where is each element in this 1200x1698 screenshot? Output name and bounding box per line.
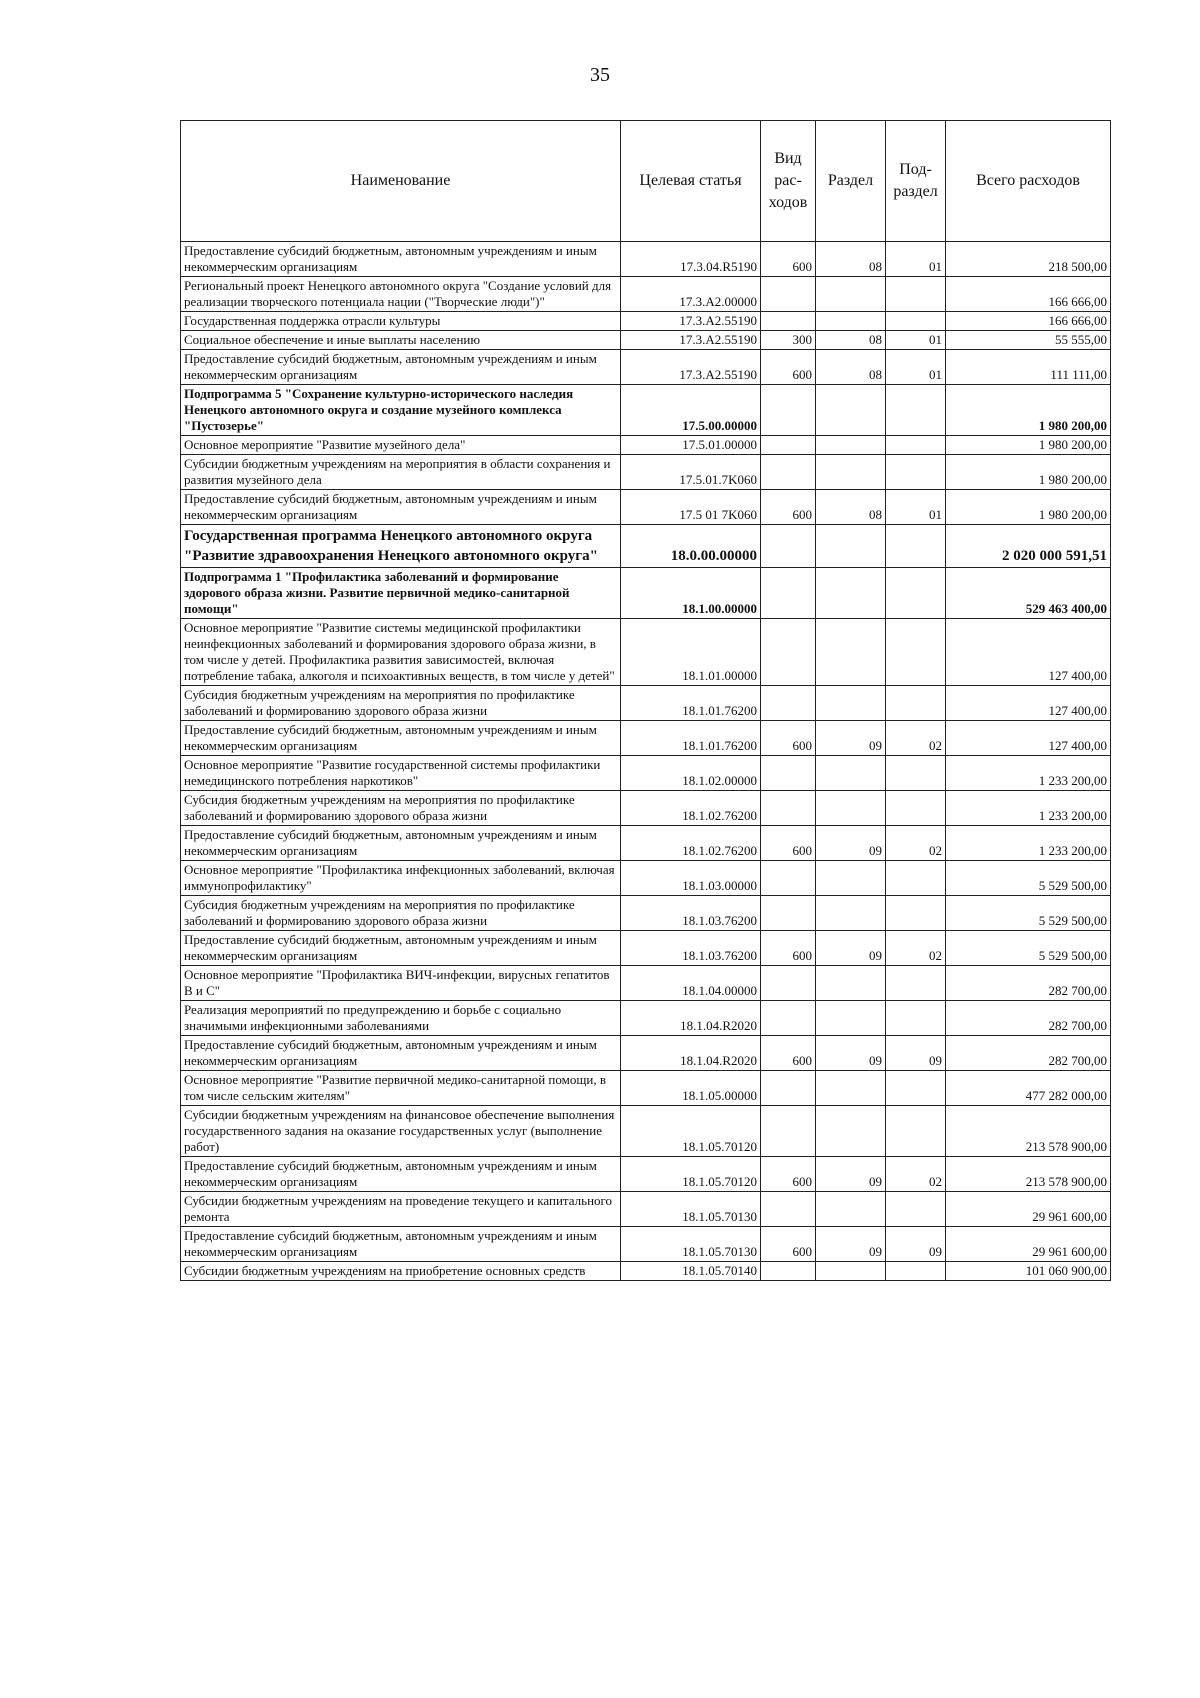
- row-total: 55 555,00: [946, 331, 1111, 350]
- row-subsection: [886, 966, 946, 1001]
- row-total: 2 020 000 591,51: [946, 525, 1111, 568]
- row-expense-kind: [761, 756, 816, 791]
- table-row: [181, 350, 1111, 385]
- row-expense-kind: [761, 568, 816, 619]
- row-expense-kind: [761, 686, 816, 721]
- row-name: Предоставление субсидий бюджетным, автономным учреждениям и иным некоммерческим организациям: [181, 826, 621, 861]
- row-target-code: 18.1.04.R2020: [621, 1001, 761, 1036]
- row-target-code: 18.1.02.76200: [621, 791, 761, 826]
- row-expense-kind: [761, 277, 816, 312]
- row-name: Подпрограмма 5 "Сохранение культурно-исторического наследия Ненецкого автономного округа и создание музейного комплекса "Пустозерье": [181, 385, 621, 436]
- row-expense-kind: [761, 455, 816, 490]
- row-expense-kind: [761, 861, 816, 896]
- row-subsection: [886, 896, 946, 931]
- row-total: 127 400,00: [946, 619, 1111, 686]
- row-total: 166 666,00: [946, 312, 1111, 331]
- row-subsection: [886, 312, 946, 331]
- row-name: Субсидии бюджетным учреждениям на мероприятия в области сохранения и развития музейного дела: [181, 455, 621, 490]
- row-subsection: [886, 619, 946, 686]
- table-row: [181, 896, 1111, 931]
- row-section: [816, 277, 886, 312]
- row-target-code: 18.1.03.76200: [621, 931, 761, 966]
- row-expense-kind: [761, 1262, 816, 1281]
- row-section: [816, 436, 886, 455]
- row-expense-kind: [761, 1001, 816, 1036]
- row-target-code: 18.1.04.00000: [621, 966, 761, 1001]
- table-row: [181, 568, 1111, 619]
- row-expense-kind: 600: [761, 1227, 816, 1262]
- row-expense-kind: [761, 436, 816, 455]
- row-section: [816, 896, 886, 931]
- table-row: [181, 931, 1111, 966]
- row-expense-kind: 600: [761, 721, 816, 756]
- row-target-code: 17.3.A2.00000: [621, 277, 761, 312]
- row-total: 127 400,00: [946, 686, 1111, 721]
- row-expense-kind: [761, 619, 816, 686]
- row-subsection: 09: [886, 1036, 946, 1071]
- table-row: [181, 1227, 1111, 1262]
- row-subsection: 02: [886, 931, 946, 966]
- row-target-code: 17.3.A2.55190: [621, 331, 761, 350]
- row-target-code: 18.1.05.70130: [621, 1227, 761, 1262]
- row-section: [816, 1001, 886, 1036]
- table-row: [181, 1157, 1111, 1192]
- row-total: 111 111,00: [946, 350, 1111, 385]
- row-section: 09: [816, 1036, 886, 1071]
- row-total: 5 529 500,00: [946, 931, 1111, 966]
- row-name: Субсидия бюджетным учреждениям на мероприятия по профилактике заболеваний и формированию здорового образа жизни: [181, 791, 621, 826]
- row-total: 282 700,00: [946, 1001, 1111, 1036]
- row-target-code: 17.3.A2.55190: [621, 312, 761, 331]
- row-total: 5 529 500,00: [946, 896, 1111, 931]
- row-name: Реализация мероприятий по предупреждению и борьбе с социально значимыми инфекционными заболеваниями: [181, 1001, 621, 1036]
- row-subsection: [886, 861, 946, 896]
- row-subsection: 01: [886, 490, 946, 525]
- row-name: Государственная программа Ненецкого автономного округа "Развитие здравоохранения Ненецкого автономного округа": [181, 525, 621, 568]
- row-total: 29 961 600,00: [946, 1192, 1111, 1227]
- table-row: [181, 861, 1111, 896]
- table-row: [181, 331, 1111, 350]
- table-row: [181, 619, 1111, 686]
- table-row: [181, 1001, 1111, 1036]
- row-expense-kind: [761, 385, 816, 436]
- row-target-code: 18.1.04.R2020: [621, 1036, 761, 1071]
- row-expense-kind: 600: [761, 931, 816, 966]
- row-total: 213 578 900,00: [946, 1106, 1111, 1157]
- row-total: 1 980 200,00: [946, 490, 1111, 525]
- row-subsection: [886, 791, 946, 826]
- row-total: 213 578 900,00: [946, 1157, 1111, 1192]
- header-section: Раздел: [816, 121, 886, 242]
- row-target-code: 18.1.00.00000: [621, 568, 761, 619]
- row-expense-kind: 600: [761, 1157, 816, 1192]
- row-subsection: 02: [886, 1157, 946, 1192]
- table-row: [181, 686, 1111, 721]
- row-target-code: 18.1.05.00000: [621, 1071, 761, 1106]
- row-expense-kind: [761, 1071, 816, 1106]
- table-row: [181, 277, 1111, 312]
- row-name: Предоставление субсидий бюджетным, автономным учреждениям и иным некоммерческим организациям: [181, 490, 621, 525]
- row-subsection: [886, 1262, 946, 1281]
- row-total: 529 463 400,00: [946, 568, 1111, 619]
- row-target-code: 18.1.02.00000: [621, 756, 761, 791]
- row-section: 08: [816, 242, 886, 277]
- page-number: 35: [590, 64, 610, 86]
- row-target-code: 17.5.01.00000: [621, 436, 761, 455]
- table-body: [181, 242, 1111, 1281]
- row-total: 282 700,00: [946, 966, 1111, 1001]
- row-subsection: 02: [886, 721, 946, 756]
- row-name: Основное мероприятие "Развитие государственной системы профилактики немедицинского потребления наркотиков": [181, 756, 621, 791]
- row-section: [816, 791, 886, 826]
- row-section: [816, 619, 886, 686]
- row-total: 218 500,00: [946, 242, 1111, 277]
- row-section: [816, 1071, 886, 1106]
- header-subsection: Под-раздел: [886, 121, 946, 242]
- row-expense-kind: [761, 896, 816, 931]
- row-subsection: [886, 277, 946, 312]
- row-section: [816, 1192, 886, 1227]
- row-section: 08: [816, 490, 886, 525]
- table-row: [181, 1106, 1111, 1157]
- row-section: 09: [816, 1157, 886, 1192]
- row-subsection: [886, 436, 946, 455]
- row-subsection: 01: [886, 350, 946, 385]
- row-total: 29 961 600,00: [946, 1227, 1111, 1262]
- row-section: 09: [816, 826, 886, 861]
- row-subsection: [886, 686, 946, 721]
- row-section: [816, 756, 886, 791]
- row-name: Субсидии бюджетным учреждениям на приобретение основных средств: [181, 1262, 621, 1281]
- row-name: Предоставление субсидий бюджетным, автономным учреждениям и иным некоммерческим организациям: [181, 931, 621, 966]
- row-section: [816, 686, 886, 721]
- header-target: Целевая статья: [621, 121, 761, 242]
- table-header-row: [181, 121, 1111, 242]
- row-section: 09: [816, 1227, 886, 1262]
- row-name: Субсидии бюджетным учреждениям на финансовое обеспечение выполнения государственного задания на оказание государственных услуг (выполнение работ): [181, 1106, 621, 1157]
- table-row: [181, 1192, 1111, 1227]
- row-expense-kind: [761, 1106, 816, 1157]
- row-section: [816, 455, 886, 490]
- row-total: 477 282 000,00: [946, 1071, 1111, 1106]
- row-section: [816, 525, 886, 568]
- row-subsection: 09: [886, 1227, 946, 1262]
- row-expense-kind: 600: [761, 350, 816, 385]
- row-target-code: 18.1.05.70130: [621, 1192, 761, 1227]
- row-name: Предоставление субсидий бюджетным, автономным учреждениям и иным некоммерческим организациям: [181, 1036, 621, 1071]
- table-row: [181, 385, 1111, 436]
- row-target-code: 18.1.05.70120: [621, 1106, 761, 1157]
- table-row: [181, 721, 1111, 756]
- row-name: Субсидии бюджетным учреждениям на проведение текущего и капитального ремонта: [181, 1192, 621, 1227]
- header-total: Всего расходов: [946, 121, 1111, 242]
- row-section: 08: [816, 350, 886, 385]
- row-target-code: 18.1.05.70120: [621, 1157, 761, 1192]
- row-expense-kind: 600: [761, 242, 816, 277]
- row-target-code: 18.1.01.76200: [621, 721, 761, 756]
- row-target-code: 18.1.02.76200: [621, 826, 761, 861]
- row-name: Основное мероприятие "Профилактика ВИЧ-инфекции, вирусных гепатитов B и C": [181, 966, 621, 1001]
- row-subsection: [886, 455, 946, 490]
- row-name: Основное мероприятие "Профилактика инфекционных заболеваний, включая иммунопрофилактику": [181, 861, 621, 896]
- header-kind: Вид рас-ходов: [761, 121, 816, 242]
- row-expense-kind: [761, 966, 816, 1001]
- row-total: 1 233 200,00: [946, 756, 1111, 791]
- row-name: Предоставление субсидий бюджетным, автономным учреждениям и иным некоммерческим организациям: [181, 1157, 621, 1192]
- row-subsection: 01: [886, 331, 946, 350]
- table-row: [181, 242, 1111, 277]
- table-row: [181, 826, 1111, 861]
- table-row: [181, 525, 1111, 568]
- row-name: Основное мероприятие "Развитие музейного дела": [181, 436, 621, 455]
- row-section: [816, 861, 886, 896]
- row-target-code: 17.5.00.00000: [621, 385, 761, 436]
- row-target-code: 18.1.05.70140: [621, 1262, 761, 1281]
- row-expense-kind: [761, 312, 816, 331]
- row-section: 09: [816, 721, 886, 756]
- row-section: 08: [816, 331, 886, 350]
- row-name: Основное мероприятие "Развитие первичной медико-санитарной помощи, в том числе сельским жителям": [181, 1071, 621, 1106]
- row-total: 1 980 200,00: [946, 436, 1111, 455]
- row-target-code: 18.0.00.00000: [621, 525, 761, 568]
- row-expense-kind: 300: [761, 331, 816, 350]
- row-name: Региональный проект Ненецкого автономного округа "Создание условий для реализации творческого потенциала нации ("Творческие люди")": [181, 277, 621, 312]
- row-section: [816, 1262, 886, 1281]
- row-name: Подпрограмма 1 "Профилактика заболеваний и формирование здорового образа жизни. Развитие первичной медико-санитарной помощи": [181, 568, 621, 619]
- row-name: Субсидия бюджетным учреждениям на мероприятия по профилактике заболеваний и формированию здорового образа жизни: [181, 896, 621, 931]
- row-name: Социальное обеспечение и иные выплаты населению: [181, 331, 621, 350]
- row-subsection: [886, 1106, 946, 1157]
- row-name: Предоставление субсидий бюджетным, автономным учреждениям и иным некоммерческим организациям: [181, 1227, 621, 1262]
- row-name: Предоставление субсидий бюджетным, автономным учреждениям и иным некоммерческим организациям: [181, 242, 621, 277]
- row-target-code: 17.5 01 7K060: [621, 490, 761, 525]
- row-total: 1 980 200,00: [946, 455, 1111, 490]
- table-row: [181, 791, 1111, 826]
- table-row: [181, 966, 1111, 1001]
- row-name: Субсидия бюджетным учреждениям на мероприятия по профилактике заболеваний и формированию здорового образа жизни: [181, 686, 621, 721]
- row-total: 5 529 500,00: [946, 861, 1111, 896]
- row-subsection: [886, 568, 946, 619]
- row-section: [816, 1106, 886, 1157]
- row-expense-kind: [761, 525, 816, 568]
- table-row: [181, 1262, 1111, 1281]
- row-target-code: 18.1.03.76200: [621, 896, 761, 931]
- row-target-code: 17.3.A2.55190: [621, 350, 761, 385]
- row-expense-kind: [761, 791, 816, 826]
- row-subsection: [886, 1001, 946, 1036]
- table-row: [181, 455, 1111, 490]
- row-total: 282 700,00: [946, 1036, 1111, 1071]
- row-subsection: 02: [886, 826, 946, 861]
- row-total: 1 233 200,00: [946, 791, 1111, 826]
- row-total: 1 980 200,00: [946, 385, 1111, 436]
- row-section: [816, 966, 886, 1001]
- row-expense-kind: 600: [761, 490, 816, 525]
- row-name: Основное мероприятие "Развитие системы медицинской профилактики неинфекционных заболеваний и формирования здорового образа жизни, в том числе у детей. Профилактика развития зависимостей, включая потребление табака, алкоголя и психоактивных веществ, в том числе у детей": [181, 619, 621, 686]
- row-subsection: [886, 525, 946, 568]
- row-target-code: 18.1.01.76200: [621, 686, 761, 721]
- row-expense-kind: 600: [761, 826, 816, 861]
- row-total: 127 400,00: [946, 721, 1111, 756]
- row-subsection: [886, 1192, 946, 1227]
- row-total: 101 060 900,00: [946, 1262, 1111, 1281]
- row-target-code: 17.3.04.R5190: [621, 242, 761, 277]
- row-section: [816, 312, 886, 331]
- row-name: Государственная поддержка отрасли культуры: [181, 312, 621, 331]
- table-row: [181, 490, 1111, 525]
- row-subsection: [886, 1071, 946, 1106]
- row-total: 1 233 200,00: [946, 826, 1111, 861]
- row-expense-kind: 600: [761, 1036, 816, 1071]
- table-row: [181, 436, 1111, 455]
- header-name: Наименование: [181, 121, 621, 242]
- row-expense-kind: [761, 1192, 816, 1227]
- row-section: [816, 385, 886, 436]
- row-subsection: [886, 756, 946, 791]
- row-subsection: 01: [886, 242, 946, 277]
- table-row: [181, 756, 1111, 791]
- row-target-code: 17.5.01.7K060: [621, 455, 761, 490]
- row-name: Предоставление субсидий бюджетным, автономным учреждениям и иным некоммерческим организациям: [181, 350, 621, 385]
- table-row: [181, 1071, 1111, 1106]
- row-target-code: 18.1.03.00000: [621, 861, 761, 896]
- row-name: Предоставление субсидий бюджетным, автономным учреждениям и иным некоммерческим организациям: [181, 721, 621, 756]
- row-total: 166 666,00: [946, 277, 1111, 312]
- row-target-code: 18.1.01.00000: [621, 619, 761, 686]
- row-section: 09: [816, 931, 886, 966]
- budget-table: [180, 120, 1111, 1281]
- row-subsection: [886, 385, 946, 436]
- table-row: [181, 1036, 1111, 1071]
- row-section: [816, 568, 886, 619]
- table-row: [181, 312, 1111, 331]
